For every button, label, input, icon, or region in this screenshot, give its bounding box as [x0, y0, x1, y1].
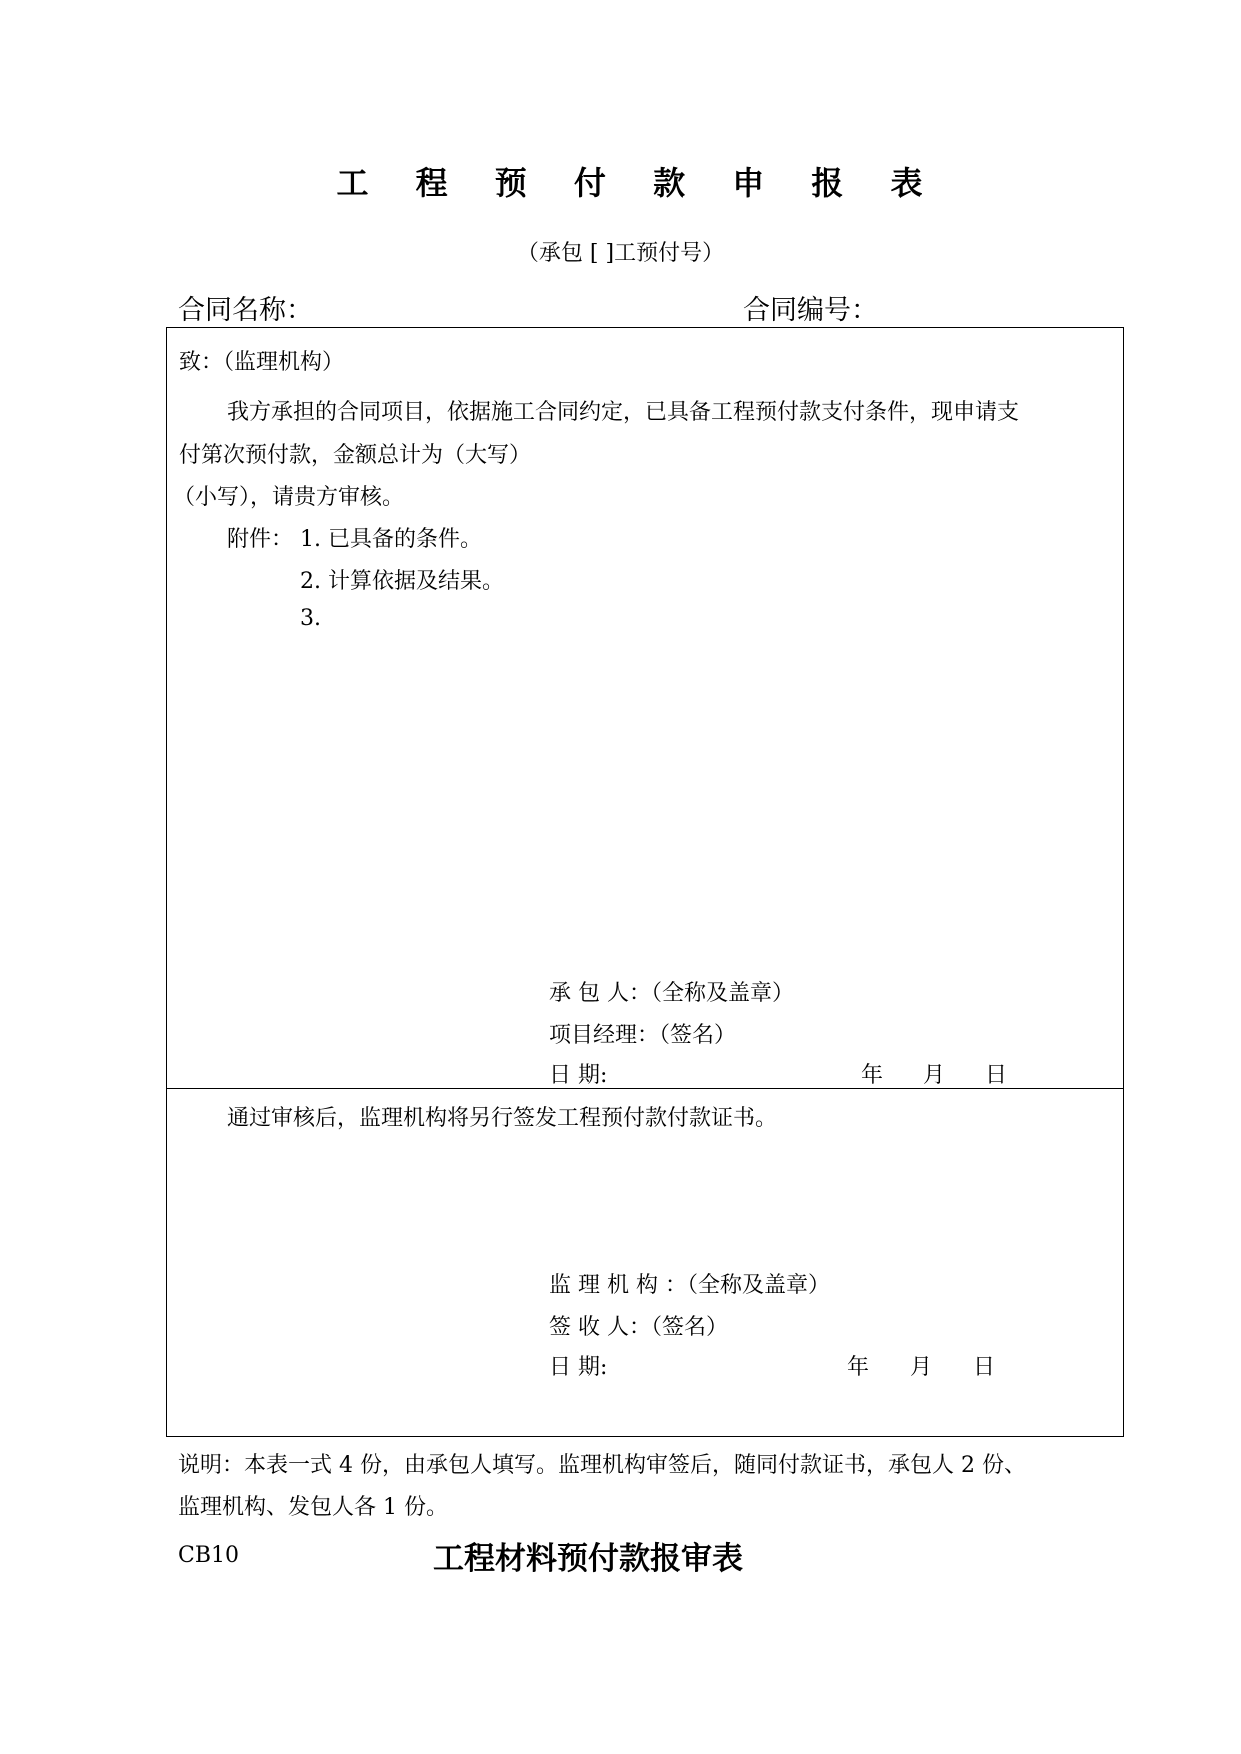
contract-name-label: 合同名称：	[178, 295, 313, 326]
application-body-line: 付第次预付款，金额总计为（大写）	[179, 443, 532, 468]
agency-signature-label: 监 理 机 构 ：（全称及盖章）	[549, 1273, 830, 1298]
date-day: 日	[985, 1063, 1008, 1088]
attachments-label: 附件：	[227, 527, 294, 552]
date-day: 日	[973, 1355, 996, 1380]
form-table	[166, 327, 1124, 1437]
form-title: 工 程 预 付 款 申 报 表	[336, 164, 941, 202]
date-year: 年	[847, 1355, 870, 1380]
footnote-line: 说明：本表一式 4 份，由承包人填写。监理机构审签后，随同付款证书，承包人 2 份、	[178, 1453, 1026, 1478]
contractor-signature-label: 承 包 人：（全称及盖章）	[549, 981, 794, 1006]
form-number-line: （承包 [ ]工预付号）	[516, 241, 725, 266]
contract-number-label: 合同编号：	[743, 295, 878, 326]
next-form-title: 工程材料预付款报审表	[433, 1541, 743, 1577]
date-month: 月	[910, 1355, 933, 1380]
date-year: 年	[861, 1063, 884, 1088]
application-body-line: （小写），请贵方审核。	[173, 485, 405, 510]
application-body-line: 我方承担的合同项目，依据施工合同约定，已具备工程预付款支付条件，现申请支	[227, 400, 1020, 425]
review-date-label: 日 期:	[549, 1355, 608, 1380]
addressee-line: 致：（监理机构）	[179, 350, 345, 375]
attachment-item: 2. 计算依据及结果。	[300, 569, 504, 594]
attachment-item: 3.	[300, 606, 321, 631]
review-text: 通过审核后，监理机构将另行签发工程预付款付款证书。	[227, 1106, 778, 1131]
application-date-label: 日 期:	[549, 1063, 608, 1088]
date-month: 月	[923, 1063, 946, 1088]
section-divider	[167, 1088, 1123, 1089]
project-manager-label: 项目经理：（签名）	[549, 1023, 737, 1048]
footnote-line: 监理机构、发包人各 1 份。	[178, 1495, 448, 1520]
attachment-item: 1. 已具备的条件。	[300, 527, 482, 552]
next-form-code: CB10	[178, 1543, 239, 1568]
receiver-signature-label: 签 收 人：（签名）	[549, 1315, 728, 1340]
